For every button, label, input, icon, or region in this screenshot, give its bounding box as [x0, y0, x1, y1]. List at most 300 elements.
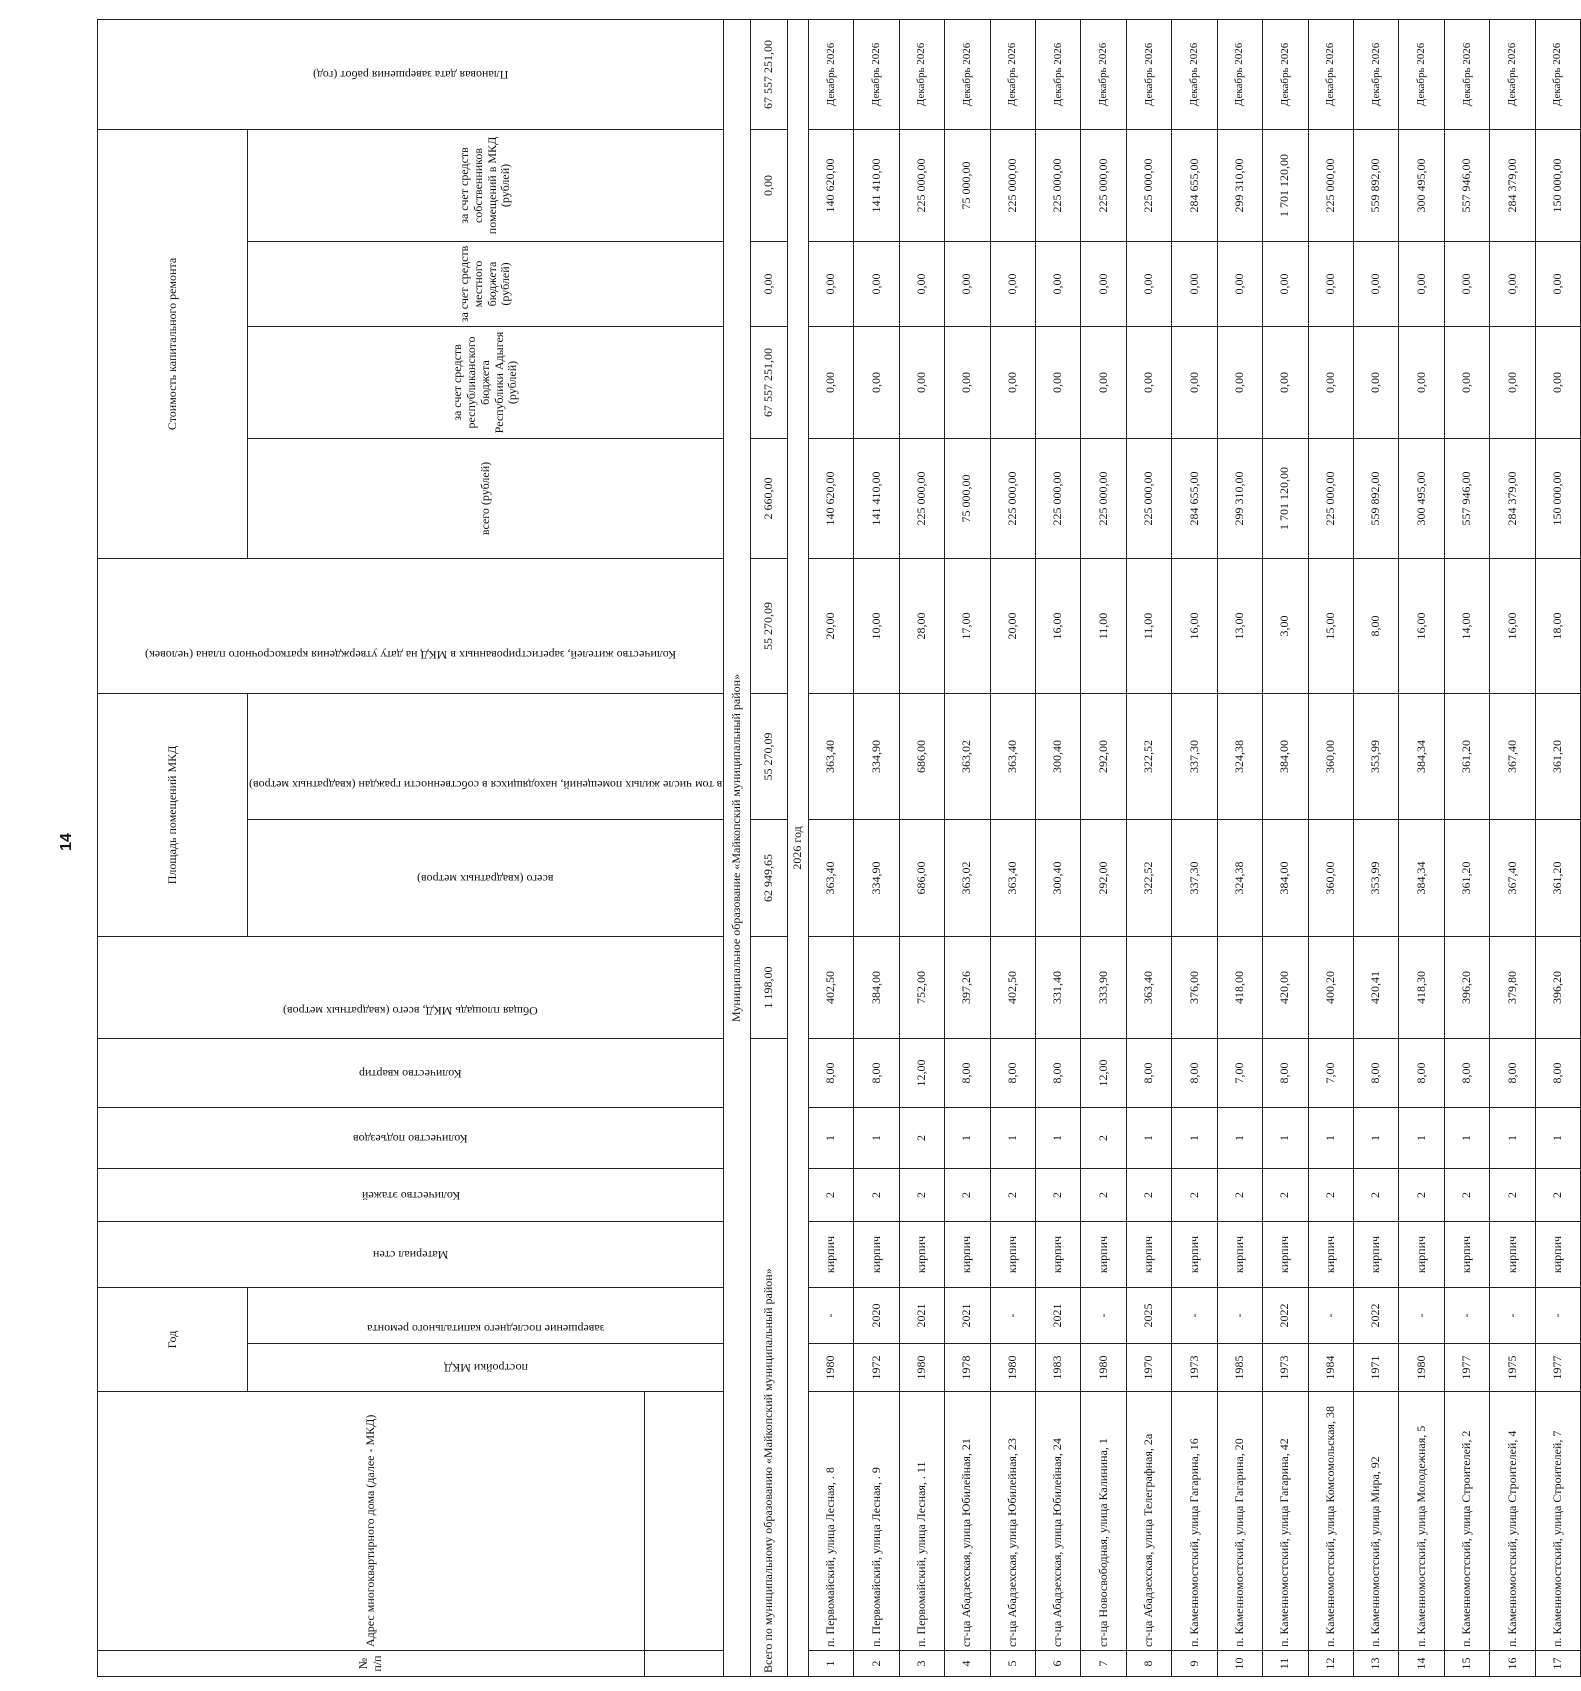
header-premises-residential: в том числе жилых помещений, находящихся в собственности граждан (квадратных метров) [248, 693, 724, 819]
total-area: 62 949,65 [751, 820, 788, 937]
row-number: 4 [945, 1651, 990, 1677]
row-address: п. Каменномостский, улица Гагарина, 16 [1172, 1392, 1217, 1651]
row-due: Декабрь 2026 [990, 19, 1035, 129]
header-year-repair: завершение последнего капитального ремонта [248, 1288, 724, 1344]
header-spacer-num [644, 1651, 723, 1677]
row-floors: 2 [1535, 1169, 1581, 1222]
total-cost: 67 557 251,00 [751, 326, 788, 438]
row-floors: 2 [1263, 1169, 1308, 1222]
row-address: ст-ца Абадзехская, улица Юбилейная, 23 [990, 1392, 1035, 1651]
row-total-area: 331,40 [1036, 937, 1081, 1039]
row-floors: 2 [1353, 1169, 1398, 1222]
row-year-repair: - [1172, 1288, 1217, 1344]
row-cost-local: 0,00 [1172, 241, 1217, 326]
row-residents: 11,00 [1126, 558, 1171, 693]
row-premises-total: 360,00 [1308, 820, 1353, 937]
row-apartments: 8,00 [854, 1039, 899, 1108]
row-year-built: 1980 [1081, 1344, 1126, 1392]
row-number: 16 [1490, 1651, 1535, 1677]
row-premises-total: 361,20 [1535, 820, 1581, 937]
header-num: № п/п [98, 1651, 645, 1677]
header-entrances: Количество подъездов [98, 1108, 724, 1169]
row-cost-total: 284 655,00 [1172, 438, 1217, 558]
row-residents: 16,00 [1036, 558, 1081, 693]
row-entrances: 1 [1308, 1108, 1353, 1169]
row-apartments: 8,00 [1263, 1039, 1308, 1108]
row-number: 9 [1172, 1651, 1217, 1677]
row-premises-total: 292,00 [1081, 820, 1126, 937]
row-cost-local: 0,00 [1081, 241, 1126, 326]
row-premises-total: 384,00 [1263, 820, 1308, 937]
row-wall-material: кирпич [1126, 1222, 1171, 1288]
row-wall-material: кирпич [854, 1222, 899, 1288]
row-year-built: 1984 [1308, 1344, 1353, 1392]
row-cost-total: 225 000,00 [990, 438, 1035, 558]
row-wall-material: кирпич [1217, 1222, 1262, 1288]
total-label: Всего по муниципальному образованию «Майкопский муниципальный район» [751, 1039, 788, 1677]
row-wall-material: кирпич [1353, 1222, 1398, 1288]
row-total-area: 418,00 [1217, 937, 1262, 1039]
row-cost-total: 299 310,00 [1217, 438, 1262, 558]
year-label: 2026 год [788, 19, 809, 1676]
row-total-area: 379,80 [1490, 937, 1535, 1039]
total-cost-local: 0,00 [751, 129, 788, 241]
row-due: Декабрь 2026 [1217, 19, 1262, 129]
table-row [1263, 19, 1308, 1676]
row-cost-local: 0,00 [854, 241, 899, 326]
row-entrances: 1 [1535, 1108, 1581, 1169]
row-number: 1 [808, 1651, 853, 1677]
row-year-repair: 2025 [1126, 1288, 1171, 1344]
row-premises-residential: 337,30 [1172, 693, 1217, 819]
row-cost-owners: 225 000,00 [1126, 129, 1171, 241]
row-number: 3 [899, 1651, 944, 1677]
row-premises-total: 322,52 [1126, 820, 1171, 937]
row-premises-residential: 361,20 [1444, 693, 1489, 819]
row-number: 8 [1126, 1651, 1171, 1677]
row-year-repair: - [808, 1288, 853, 1344]
row-cost-local: 0,00 [1399, 241, 1444, 326]
row-due: Декабрь 2026 [1399, 19, 1444, 129]
row-cost-total: 557 946,00 [1444, 438, 1489, 558]
row-total-area: 400,20 [1308, 937, 1353, 1039]
row-year-repair: - [1444, 1288, 1489, 1344]
row-total-area: 397,26 [945, 937, 990, 1039]
row-due: Декабрь 2026 [1036, 19, 1081, 129]
row-residents: 14,00 [1444, 558, 1489, 693]
row-total-area: 384,00 [854, 937, 899, 1039]
row-year-repair: 2022 [1263, 1288, 1308, 1344]
row-number: 15 [1444, 1651, 1489, 1677]
row-residents: 13,00 [1217, 558, 1262, 693]
total-cost-republic: 0,00 [751, 241, 788, 326]
row-year-repair: - [1081, 1288, 1126, 1344]
row-address: п. Каменномостский, улица Молодежная, 5 [1399, 1392, 1444, 1651]
row-entrances: 1 [1126, 1108, 1171, 1169]
table-row [1126, 19, 1171, 1676]
row-cost-owners: 225 000,00 [899, 129, 944, 241]
row-year-built: 1972 [854, 1344, 899, 1392]
row-year-repair: - [1535, 1288, 1581, 1344]
row-total-area: 418,30 [1399, 937, 1444, 1039]
row-entrances: 1 [1036, 1108, 1081, 1169]
row-premises-residential: 324,38 [1217, 693, 1262, 819]
row-number: 7 [1081, 1651, 1126, 1677]
row-address: ст-ца Абадзехская, улица Телеграфная, 2а [1126, 1392, 1171, 1651]
row-year-built: 1970 [1126, 1344, 1171, 1392]
row-residents: 11,00 [1081, 558, 1126, 693]
row-year-built: 1980 [808, 1344, 853, 1392]
row-wall-material: кирпич [1444, 1222, 1489, 1288]
row-year-built: 1971 [1353, 1344, 1398, 1392]
row-year-built: 1980 [899, 1344, 944, 1392]
row-cost-total: 225 000,00 [899, 438, 944, 558]
row-due: Декабрь 2026 [1172, 19, 1217, 129]
row-entrances: 1 [1217, 1108, 1262, 1169]
row-premises-residential: 292,00 [1081, 693, 1126, 819]
total-premises: 55 270,09 [751, 693, 788, 819]
row-year-built: 1977 [1444, 1344, 1489, 1392]
row-address: п. Каменномостский, улица Гагарина, 42 [1263, 1392, 1308, 1651]
row-wall-material: кирпич [990, 1222, 1035, 1288]
row-apartments: 8,00 [1444, 1039, 1489, 1108]
row-year-repair: 2020 [854, 1288, 899, 1344]
row-total-area: 420,41 [1353, 937, 1398, 1039]
header-due: Плановая дата завершения работ (год) [98, 19, 724, 129]
row-number: 17 [1535, 1651, 1581, 1677]
row-year-built: 1975 [1490, 1344, 1535, 1392]
row-cost-republic: 0,00 [808, 326, 853, 438]
table-row [1399, 19, 1444, 1676]
row-entrances: 1 [1399, 1108, 1444, 1169]
row-wall-material: кирпич [899, 1222, 944, 1288]
row-total-area: 402,50 [990, 937, 1035, 1039]
row-cost-republic: 0,00 [1490, 326, 1535, 438]
row-cost-local: 0,00 [1036, 241, 1081, 326]
row-residents: 3,00 [1263, 558, 1308, 693]
row-cost-total: 225 000,00 [1081, 438, 1126, 558]
row-cost-owners: 559 892,00 [1353, 129, 1398, 241]
row-wall-material: кирпич [1490, 1222, 1535, 1288]
row-floors: 2 [1399, 1169, 1444, 1222]
header-wall-material: Материал стен [98, 1222, 724, 1288]
header-cost-republic: за счет средств республиканского бюджета Республики Адыгея (рублей) [248, 326, 724, 438]
row-premises-residential: 363,40 [990, 693, 1035, 819]
row-apartments: 8,00 [990, 1039, 1035, 1108]
row-number: 12 [1308, 1651, 1353, 1677]
row-cost-republic: 0,00 [1535, 326, 1581, 438]
row-floors: 2 [1490, 1169, 1535, 1222]
row-cost-republic: 0,00 [1217, 326, 1262, 438]
row-entrances: 1 [990, 1108, 1035, 1169]
row-apartments: 12,00 [899, 1039, 944, 1108]
row-total-area: 396,20 [1535, 937, 1581, 1039]
row-premises-total: 361,20 [1444, 820, 1489, 937]
header-cost-local: за счет средств местного бюджета (рублей) [248, 241, 724, 326]
row-cost-republic: 0,00 [1353, 326, 1398, 438]
row-entrances: 1 [808, 1108, 853, 1169]
row-residents: 10,00 [854, 558, 899, 693]
row-due: Декабрь 2026 [1444, 19, 1489, 129]
header-year-built: постройки МКД [248, 1344, 724, 1392]
row-floors: 2 [808, 1169, 853, 1222]
table-row [1308, 19, 1353, 1676]
row-year-repair: 2021 [1036, 1288, 1081, 1344]
row-cost-republic: 0,00 [854, 326, 899, 438]
row-cost-republic: 0,00 [1081, 326, 1126, 438]
row-cost-owners: 300 495,00 [1399, 129, 1444, 241]
row-wall-material: кирпич [1172, 1222, 1217, 1288]
row-cost-owners: 1 701 120,00 [1263, 129, 1308, 241]
row-cost-local: 0,00 [1353, 241, 1398, 326]
row-premises-residential: 367,40 [1490, 693, 1535, 819]
row-apartments: 7,00 [1217, 1039, 1262, 1108]
row-cost-republic: 0,00 [1308, 326, 1353, 438]
row-cost-republic: 0,00 [1399, 326, 1444, 438]
header-apartments: Количество квартир [98, 1039, 724, 1108]
row-cost-republic: 0,00 [1172, 326, 1217, 438]
row-year-built: 1980 [990, 1344, 1035, 1392]
row-premises-residential: 363,40 [808, 693, 853, 819]
header-total-area: Общая площадь МКД, всего (квадратных метров) [98, 937, 724, 1039]
row-residents: 16,00 [1399, 558, 1444, 693]
row-cost-local: 0,00 [945, 241, 990, 326]
row-total-area: 396,20 [1444, 937, 1489, 1039]
row-address: п. Каменномостский, улица Мира, 92 [1353, 1392, 1398, 1651]
row-due: Декабрь 2026 [1535, 19, 1581, 129]
row-floors: 2 [854, 1169, 899, 1222]
row-address: п. Каменномостский, улица Комсомольская, 38 [1308, 1392, 1353, 1651]
row-cost-local: 0,00 [1217, 241, 1262, 326]
table-row [1353, 19, 1398, 1676]
row-cost-local: 0,00 [990, 241, 1035, 326]
section-title: Муниципальное образование «Майкопский муниципальный район» [724, 19, 751, 1676]
row-premises-total: 337,30 [1172, 820, 1217, 937]
row-address: п. Первомайский, улица Лесная, . 11 [899, 1392, 944, 1651]
header-year-group: Год [98, 1288, 248, 1392]
row-total-area: 363,40 [1126, 937, 1171, 1039]
row-wall-material: кирпич [1308, 1222, 1353, 1288]
row-total-area: 420,00 [1263, 937, 1308, 1039]
row-entrances: 1 [945, 1108, 990, 1169]
row-entrances: 1 [1263, 1108, 1308, 1169]
row-address: п. Каменномостский, улица Строителей, 4 [1490, 1392, 1535, 1651]
row-residents: 18,00 [1535, 558, 1581, 693]
header-spacer-address [644, 1392, 723, 1651]
row-wall-material: кирпич [1263, 1222, 1308, 1288]
row-floors: 2 [1217, 1169, 1262, 1222]
row-cost-owners: 284 379,00 [1490, 129, 1535, 241]
row-cost-local: 0,00 [899, 241, 944, 326]
row-year-repair: 2021 [899, 1288, 944, 1344]
row-address: п. Первомайский, улица Лесная, . 8 [808, 1392, 853, 1651]
row-premises-residential: 384,34 [1399, 693, 1444, 819]
row-year-repair: - [990, 1288, 1035, 1344]
row-year-repair: - [1490, 1288, 1535, 1344]
row-cost-local: 0,00 [1263, 241, 1308, 326]
row-address: ст-ца Новосвободная, улица Калинина, 1 [1081, 1392, 1126, 1651]
row-apartments: 8,00 [945, 1039, 990, 1108]
row-address: п. Каменномостский, улица Гагарина, 20 [1217, 1392, 1262, 1651]
row-year-repair: 2021 [945, 1288, 990, 1344]
total-premises-residential: 55 270,09 [751, 558, 788, 693]
row-cost-republic: 0,00 [899, 326, 944, 438]
table-row [1081, 19, 1126, 1676]
row-residents: 20,00 [808, 558, 853, 693]
row-wall-material: кирпич [1081, 1222, 1126, 1288]
row-total-area: 402,50 [808, 937, 853, 1039]
row-residents: 20,00 [990, 558, 1035, 693]
row-total-area: 376,00 [1172, 937, 1217, 1039]
row-floors: 2 [1444, 1169, 1489, 1222]
total-row [751, 19, 788, 1676]
row-cost-republic: 0,00 [945, 326, 990, 438]
row-year-repair: - [1217, 1288, 1262, 1344]
row-cost-total: 284 379,00 [1490, 438, 1535, 558]
row-premises-residential: 360,00 [1308, 693, 1353, 819]
row-cost-local: 0,00 [808, 241, 853, 326]
row-cost-owners: 284 655,00 [1172, 129, 1217, 241]
row-number: 11 [1263, 1651, 1308, 1677]
row-cost-owners: 225 000,00 [1081, 129, 1126, 241]
table-row [1217, 19, 1262, 1676]
row-premises-total: 353,99 [1353, 820, 1398, 937]
row-address: ст-ца Абадзехская, улица Юбилейная, 21 [945, 1392, 990, 1651]
row-entrances: 1 [1444, 1108, 1489, 1169]
row-premises-total: 334,90 [854, 820, 899, 937]
row-cost-owners: 557 946,00 [1444, 129, 1489, 241]
row-due: Декабрь 2026 [1263, 19, 1308, 129]
row-cost-total: 1 701 120,00 [1263, 438, 1308, 558]
row-wall-material: кирпич [1036, 1222, 1081, 1288]
row-cost-republic: 0,00 [1036, 326, 1081, 438]
row-apartments: 8,00 [1172, 1039, 1217, 1108]
row-due: Декабрь 2026 [945, 19, 990, 129]
row-cost-owners: 225 000,00 [1036, 129, 1081, 241]
row-cost-total: 225 000,00 [1308, 438, 1353, 558]
row-apartments: 8,00 [808, 1039, 853, 1108]
row-address: п. Каменномостский, улица Строителей, 7 [1535, 1392, 1581, 1651]
table-row [1036, 19, 1081, 1676]
row-residents: 16,00 [1172, 558, 1217, 693]
row-premises-residential: 322,52 [1126, 693, 1171, 819]
table-row [990, 19, 1035, 1676]
row-year-built: 1985 [1217, 1344, 1262, 1392]
table-row [854, 19, 899, 1676]
row-cost-republic: 0,00 [990, 326, 1035, 438]
row-cost-owners: 299 310,00 [1217, 129, 1262, 241]
table-row [1172, 19, 1217, 1676]
row-entrances: 2 [899, 1108, 944, 1169]
repair-plan-table [97, 19, 1581, 1677]
row-apartments: 7,00 [1308, 1039, 1353, 1108]
row-address: п. Первомайский, улица Лесная, . 9 [854, 1392, 899, 1651]
row-year-built: 1980 [1399, 1344, 1444, 1392]
row-cost-total: 225 000,00 [1036, 438, 1081, 558]
row-floors: 2 [1036, 1169, 1081, 1222]
row-premises-residential: 363,02 [945, 693, 990, 819]
row-premises-total: 367,40 [1490, 820, 1535, 937]
row-floors: 2 [1081, 1169, 1126, 1222]
row-number: 5 [990, 1651, 1035, 1677]
row-due: Декабрь 2026 [1490, 19, 1535, 129]
row-premises-residential: 384,00 [1263, 693, 1308, 819]
row-cost-local: 0,00 [1535, 241, 1581, 326]
table-row [945, 19, 990, 1676]
table-row [899, 19, 944, 1676]
row-number: 13 [1353, 1651, 1398, 1677]
row-due: Декабрь 2026 [1081, 19, 1126, 129]
row-cost-owners: 150 000,00 [1535, 129, 1581, 241]
row-floors: 2 [899, 1169, 944, 1222]
row-year-built: 1983 [1036, 1344, 1081, 1392]
total-apartments: 1 198,00 [751, 937, 788, 1039]
row-cost-owners: 140 620,00 [808, 129, 853, 241]
row-year-built: 1973 [1263, 1344, 1308, 1392]
row-apartments: 12,00 [1081, 1039, 1126, 1108]
row-cost-total: 150 000,00 [1535, 438, 1581, 558]
row-floors: 2 [1308, 1169, 1353, 1222]
row-year-repair: - [1308, 1288, 1353, 1344]
table-row [1535, 19, 1581, 1676]
row-due: Декабрь 2026 [1308, 19, 1353, 129]
row-address: п. Каменномостский, улица Строителей, 2 [1444, 1392, 1489, 1651]
row-entrances: 1 [1353, 1108, 1398, 1169]
row-due: Декабрь 2026 [899, 19, 944, 129]
row-premises-total: 300,40 [1036, 820, 1081, 937]
row-apartments: 8,00 [1490, 1039, 1535, 1108]
row-number: 10 [1217, 1651, 1262, 1677]
table-row [1490, 19, 1535, 1676]
row-apartments: 8,00 [1353, 1039, 1398, 1108]
header-premises-total: всего (квадратных метров) [248, 820, 724, 937]
row-wall-material: кирпич [808, 1222, 853, 1288]
row-apartments: 8,00 [1535, 1039, 1581, 1108]
row-cost-republic: 0,00 [1444, 326, 1489, 438]
row-premises-total: 363,40 [990, 820, 1035, 937]
header-premises-group: Площадь помещений МКД [98, 693, 248, 936]
row-year-built: 1977 [1535, 1344, 1581, 1392]
row-premises-residential: 686,00 [899, 693, 944, 819]
row-number: 14 [1399, 1651, 1444, 1677]
row-cost-owners: 75 000,00 [945, 129, 990, 241]
page-number: 14 [57, 833, 75, 851]
row-residents: 16,00 [1490, 558, 1535, 693]
row-total-area: 752,00 [899, 937, 944, 1039]
row-cost-owners: 141 410,00 [854, 129, 899, 241]
row-residents: 8,00 [1353, 558, 1398, 693]
row-year-repair: - [1399, 1288, 1444, 1344]
row-premises-total: 363,40 [808, 820, 853, 937]
row-cost-local: 0,00 [1444, 241, 1489, 326]
row-cost-republic: 0,00 [1126, 326, 1171, 438]
row-number: 2 [854, 1651, 899, 1677]
row-residents: 28,00 [899, 558, 944, 693]
row-premises-total: 324,38 [1217, 820, 1262, 937]
row-floors: 2 [1126, 1169, 1171, 1222]
row-premises-total: 384,34 [1399, 820, 1444, 937]
row-premises-residential: 334,90 [854, 693, 899, 819]
row-wall-material: кирпич [945, 1222, 990, 1288]
row-premises-residential: 353,99 [1353, 693, 1398, 819]
row-year-built: 1978 [945, 1344, 990, 1392]
row-cost-total: 140 620,00 [808, 438, 853, 558]
header-floors: Количество этажей [98, 1169, 724, 1222]
row-due: Декабрь 2026 [1126, 19, 1171, 129]
row-due: Декабрь 2026 [808, 19, 853, 129]
row-year-built: 1973 [1172, 1344, 1217, 1392]
row-cost-total: 300 495,00 [1399, 438, 1444, 558]
